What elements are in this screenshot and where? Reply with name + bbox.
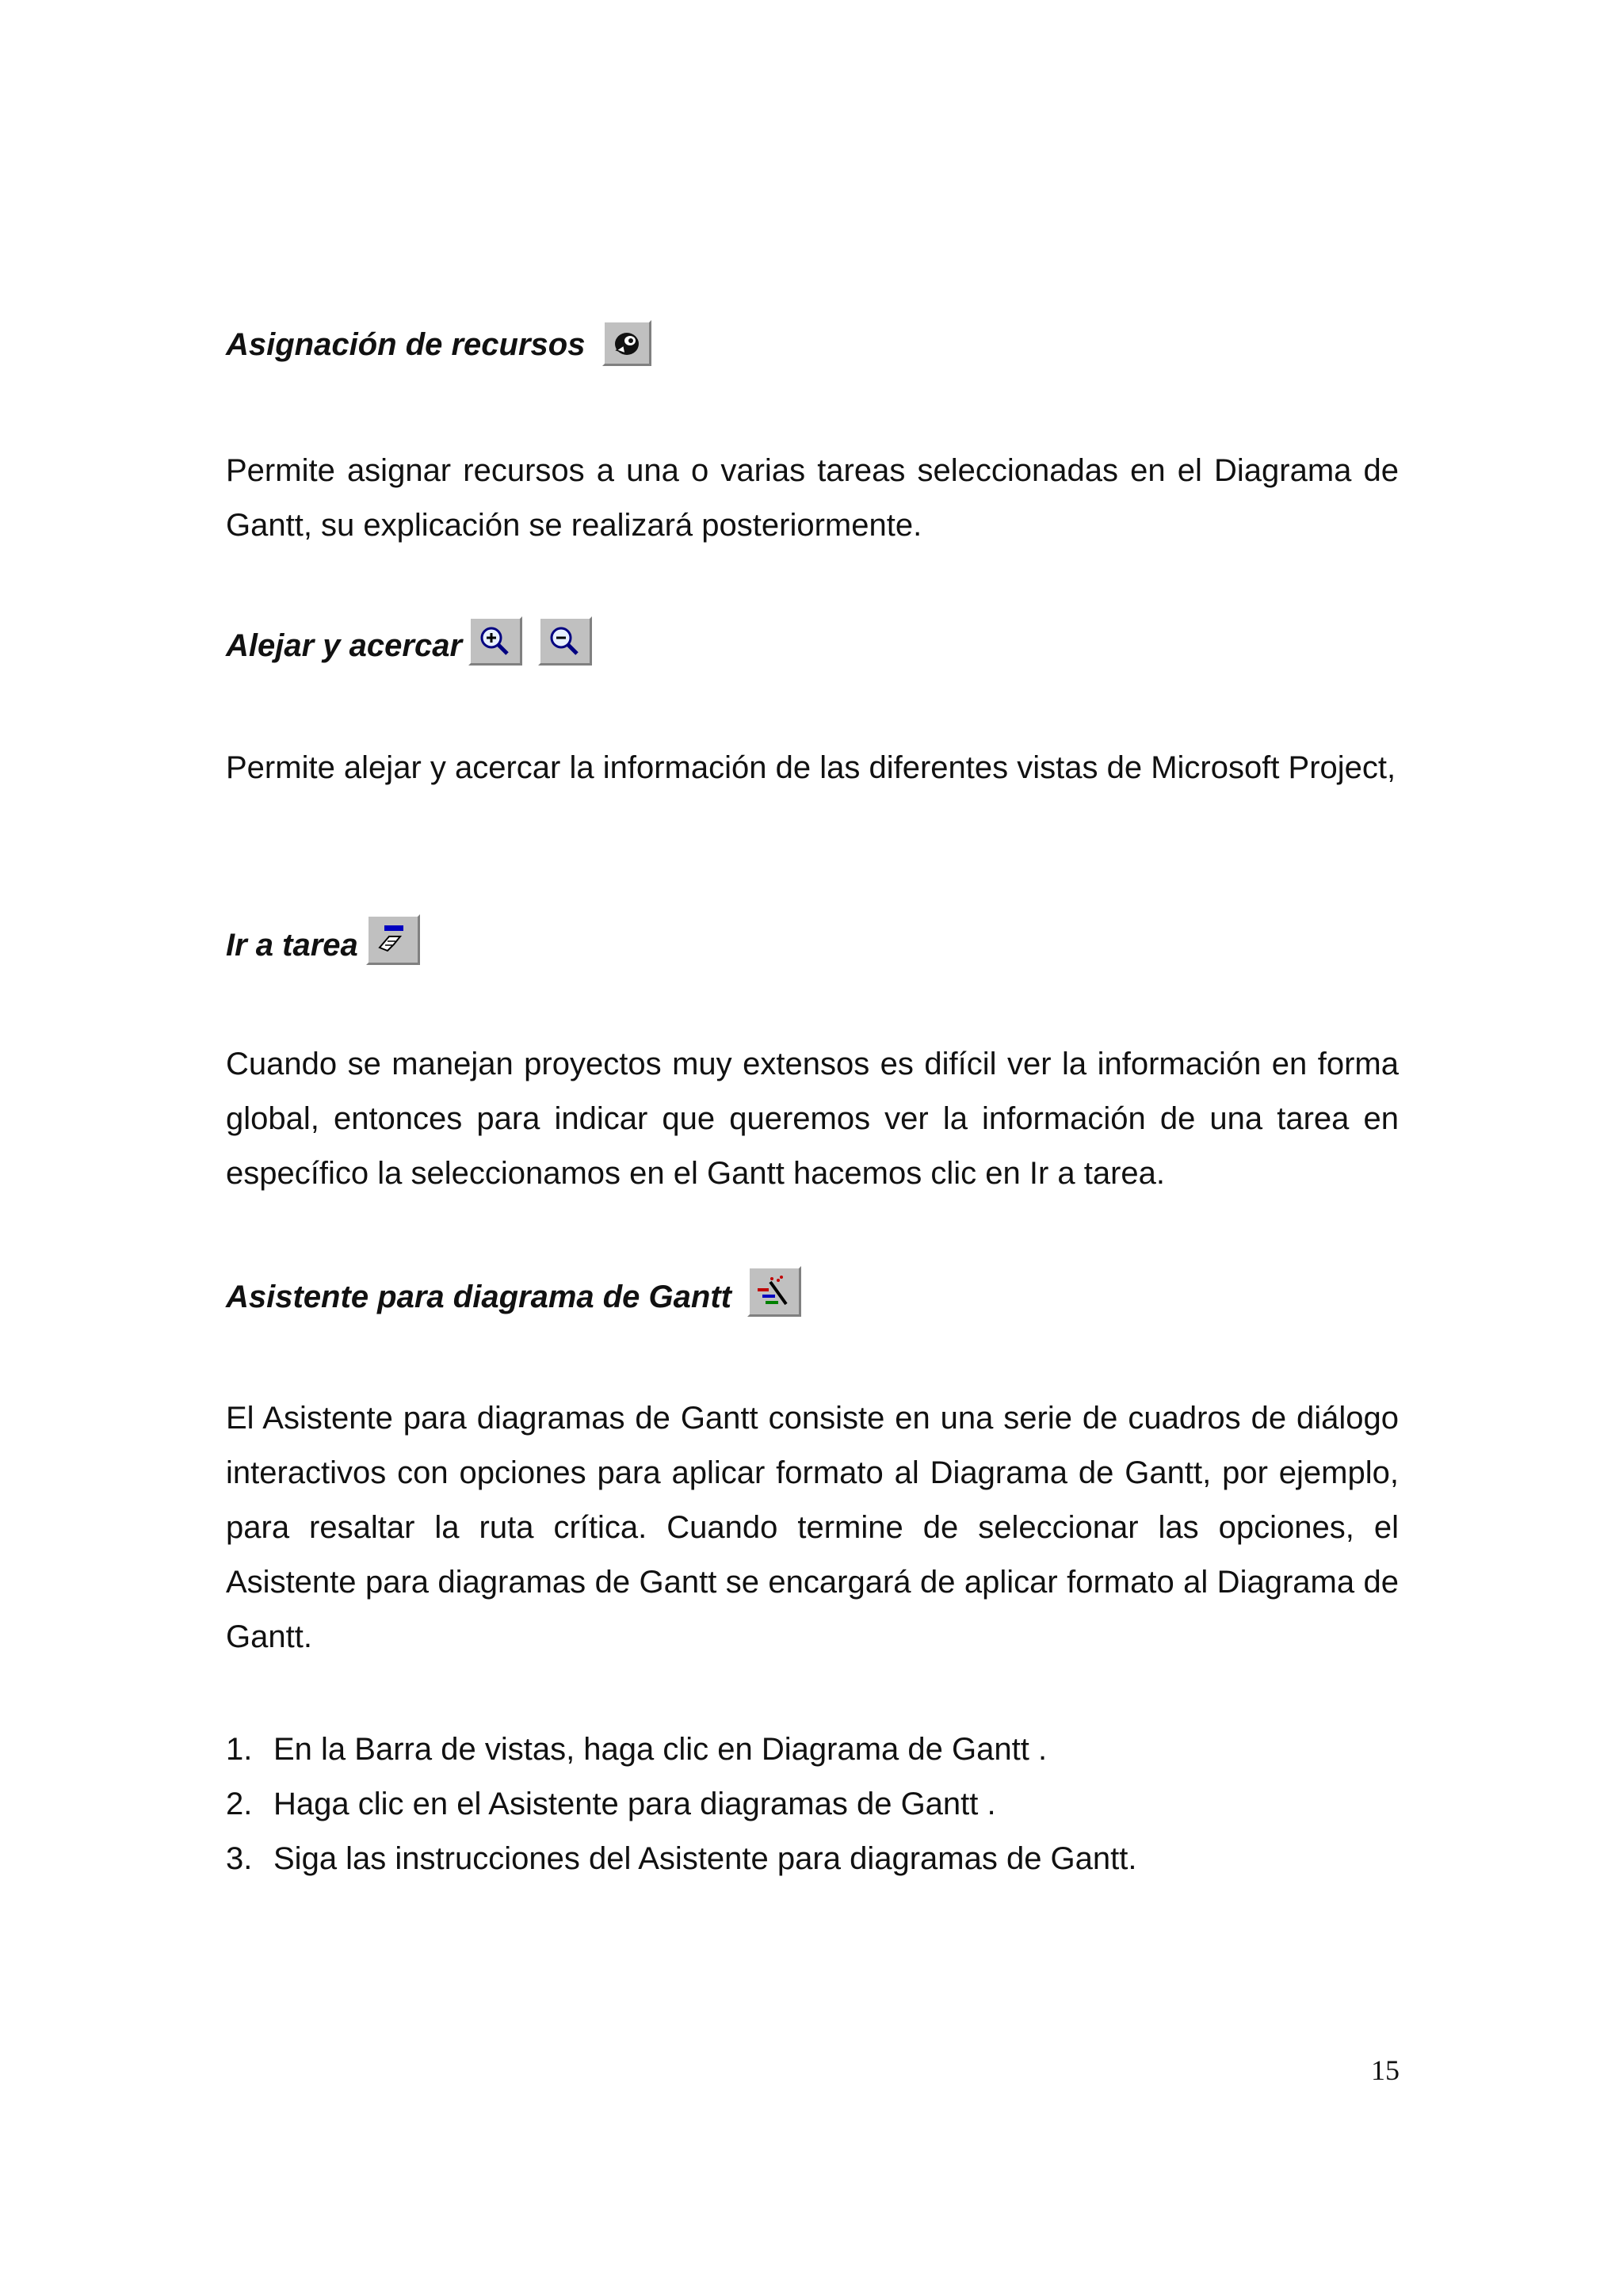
step-number: 1. <box>226 1732 253 1767</box>
assign-resources-icon <box>602 320 651 366</box>
step-text: En la Barra de vistas, haga clic en Diagrama de Gantt . <box>273 1732 1048 1767</box>
document-page <box>226 0 1399 2296</box>
gantt-wizard-icon <box>747 1266 801 1317</box>
list-item <box>226 1722 1399 1777</box>
heading-asistente-gantt <box>226 1266 801 1315</box>
steps-list <box>226 1722 1399 1886</box>
heading-asignacion-recursos <box>226 320 651 363</box>
heading-text: Asignación de recursos <box>226 327 586 362</box>
zoom-out-icon <box>538 616 592 666</box>
list-item <box>226 1777 1399 1832</box>
step-text: Haga clic en el Asistente para diagramas de Gantt . <box>273 1787 996 1821</box>
step-number: 3. <box>226 1841 253 1876</box>
heading-text: Alejar y acercar <box>226 628 463 663</box>
heading-text: Ir a tarea <box>226 928 358 963</box>
page-number: 15 <box>1371 2054 1400 2086</box>
heading-text: Asistente para diagrama de Gantt <box>226 1280 731 1314</box>
paragraph-asignacion-recursos: Permite asignar recursos a una o varias tareas seleccionadas en el Diagrama de Gantt, su explicación se realizará posteriormente. <box>226 453 1399 543</box>
paragraph-alejar-acercar: Permite alejar y acercar la información de las diferentes vistas de Microsoft Project, <box>226 750 1396 785</box>
goto-task-icon <box>366 914 420 965</box>
list-item <box>226 1832 1399 1886</box>
paragraph-asistente-gantt: El Asistente para diagramas de Gantt consiste en una serie de cuadros de diálogo interactivos con opciones para aplicar formato al Diagrama de Gantt, por ejemplo, para resaltar la ruta crítica. Cuando termine de seleccionar las opciones, el Asistente para diagramas de Gantt se encargará de aplicar formato al Diagrama de Gantt. <box>226 1401 1399 1654</box>
heading-alejar-acercar <box>226 616 592 664</box>
paragraph-ir-a-tarea: Cuando se manejan proyectos muy extensos es difícil ver la información en forma global, entonces para indicar que queremos ver la información de una tarea en específico la seleccionamos en el Gantt hacemos clic en Ir a tarea. <box>226 1047 1399 1191</box>
heading-ir-a-tarea <box>226 914 420 963</box>
step-number: 2. <box>226 1787 253 1821</box>
zoom-in-icon <box>468 616 522 666</box>
step-text: Siga las instrucciones del Asistente para diagramas de Gantt. <box>273 1841 1137 1876</box>
